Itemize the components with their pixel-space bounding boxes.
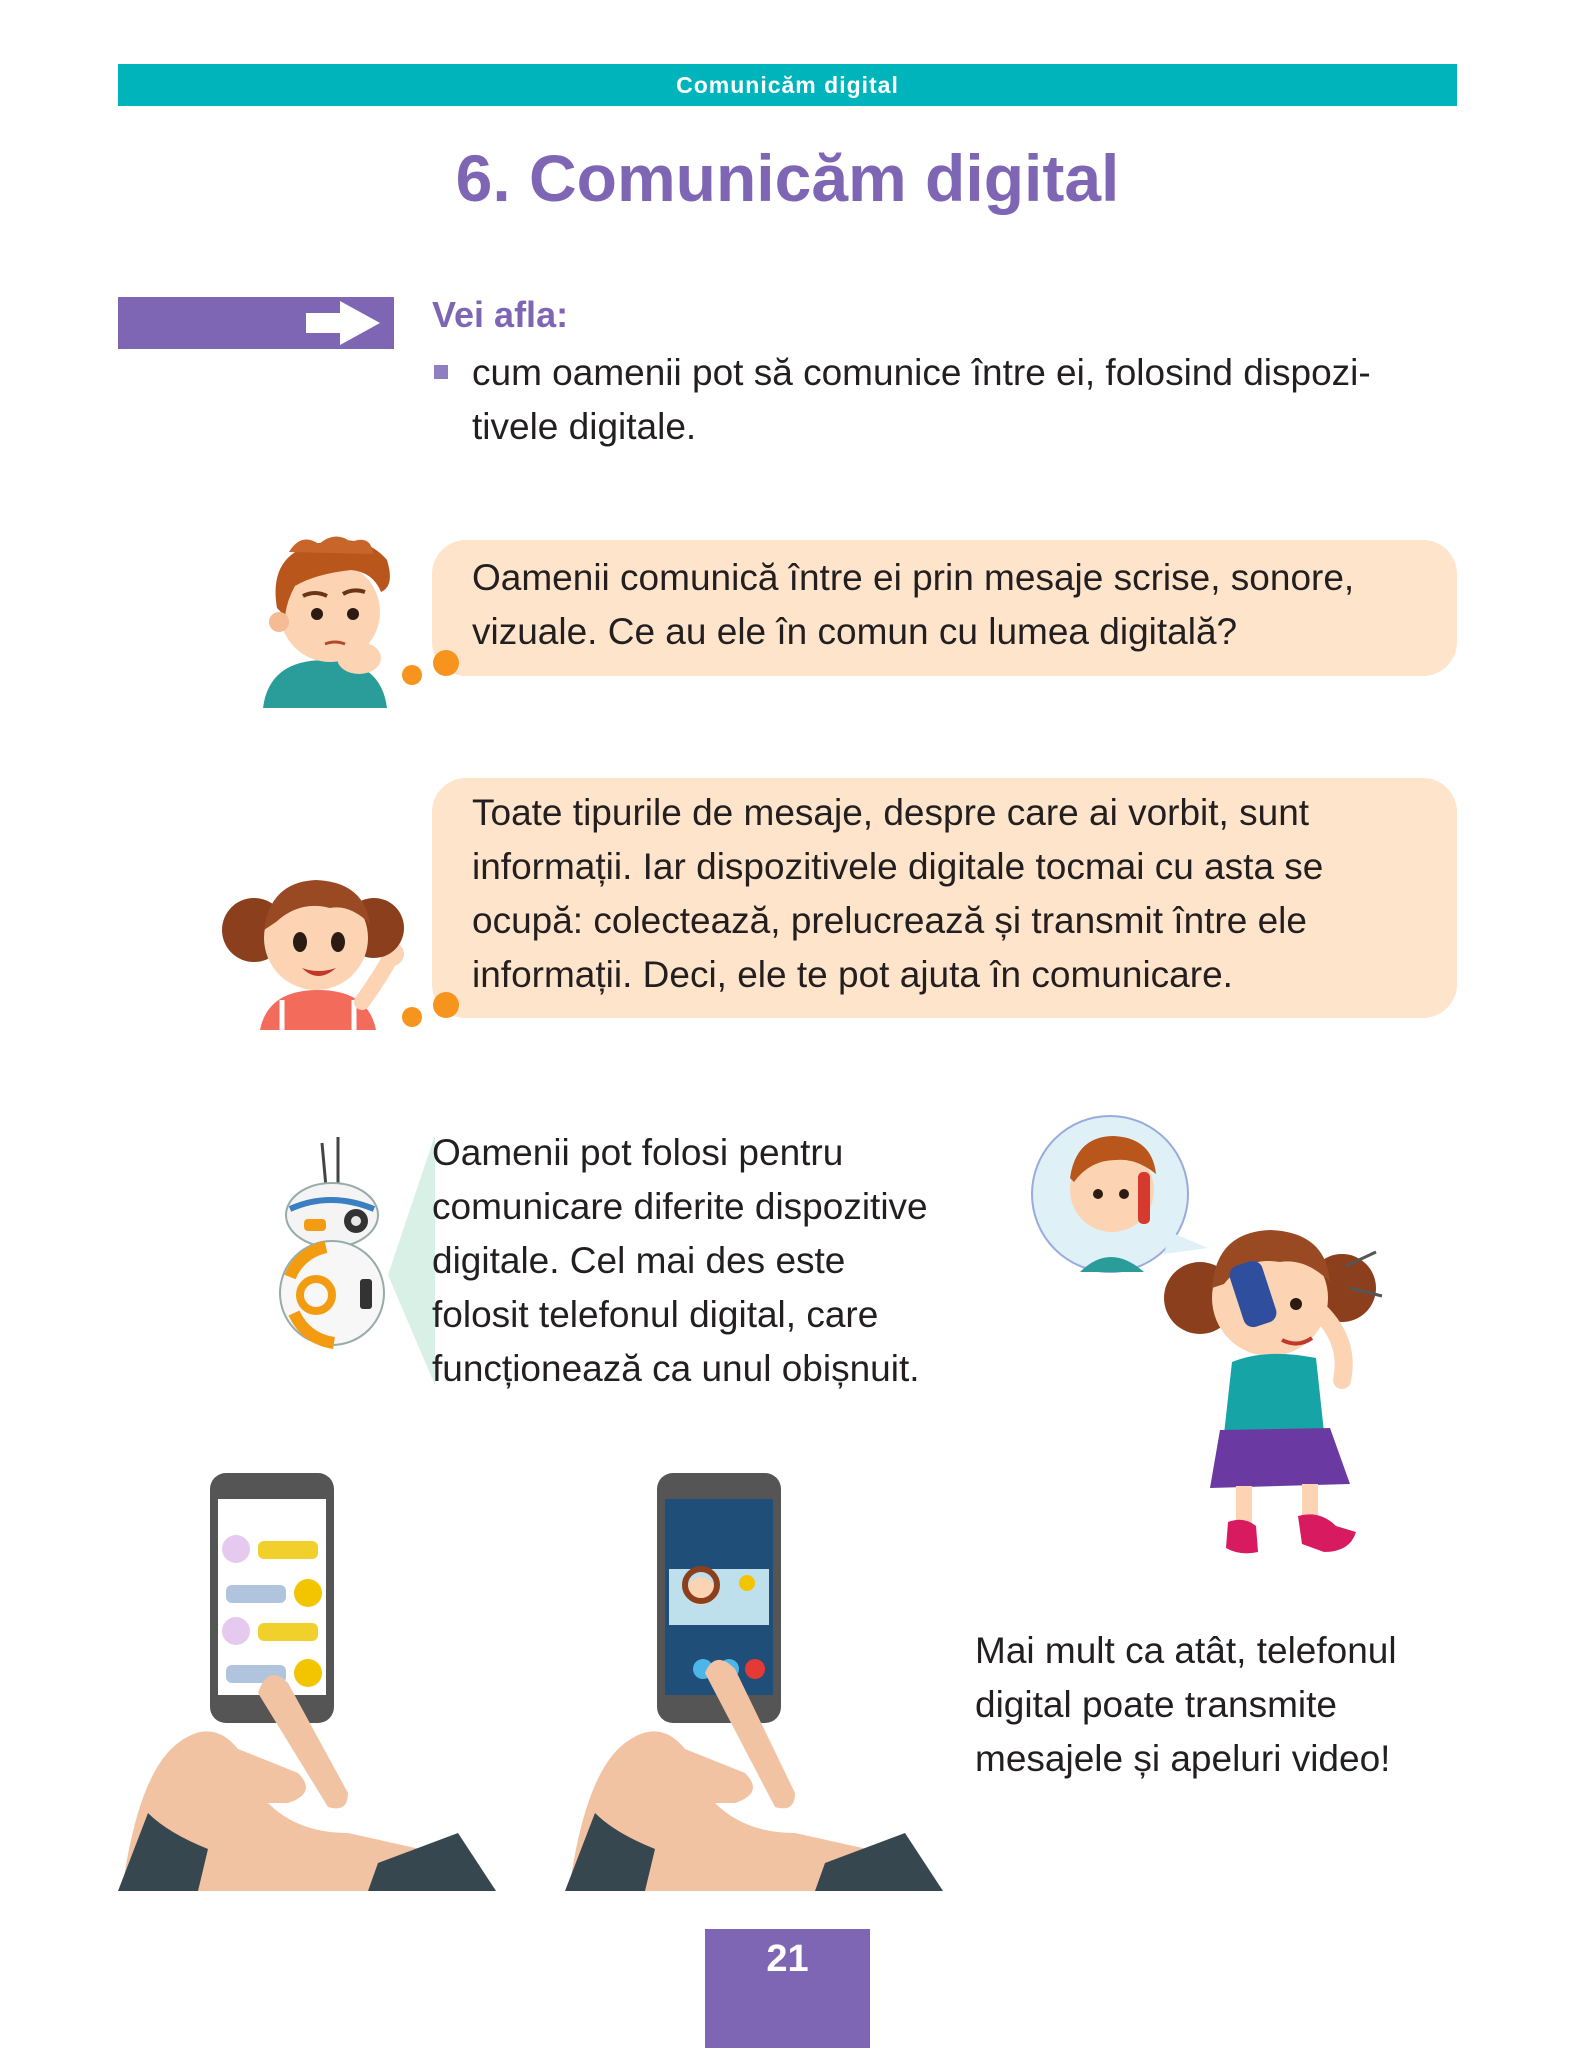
bubble-dot [433, 992, 459, 1018]
bubble-dot [433, 650, 459, 676]
girl-phone-call-illustration [1020, 1112, 1460, 1560]
phone-chat-illustration [118, 1473, 496, 1891]
bubble-line: Oamenii comunică între ei prin mesaje scrise, sonore, [472, 557, 1355, 598]
robot-text-line: comunicare diferite dispozitive [432, 1186, 928, 1227]
girl-waving-illustration [220, 860, 405, 1030]
bubble-line: informații. Iar dispozitivele digitale tocmai cu asta se [472, 846, 1324, 887]
page-title: 6. Comunicăm digital [455, 141, 1120, 215]
header-title: Comunicăm digital [676, 71, 899, 98]
video-text-line: Mai mult ca atât, telefonul [975, 1630, 1397, 1671]
bubble-dot [402, 665, 422, 685]
robot-text-line: Oamenii pot folosi pentru [432, 1132, 844, 1173]
bubble-text [472, 786, 1432, 1002]
phone-video-call-illustration [565, 1473, 943, 1891]
video-text [975, 1624, 1397, 1786]
boy-thinking-illustration [255, 530, 395, 708]
bubble-dot [402, 1007, 422, 1027]
robot-text-line: digitale. Cel mai des este [432, 1240, 846, 1281]
robot-illustration [270, 1135, 435, 1385]
bubble-text [472, 551, 1432, 659]
bubble-line: ocupă: colectează, prelucrează și transmit între ele [472, 900, 1307, 941]
page-number-text: 21 [766, 1938, 809, 1980]
arrow-right-icon [118, 297, 394, 349]
learn-item [472, 346, 1371, 454]
bubble-line: informații. Deci, ele te pot ajuta în comunicare. [472, 954, 1233, 995]
header-bar [118, 64, 1457, 106]
video-text-line: digital poate transmite [975, 1684, 1337, 1725]
bullet-icon [434, 365, 448, 379]
learn-item-line: cum oamenii pot să comunice între ei, folosind dispozi- [472, 352, 1371, 393]
robot-text-line: folosit telefonul digital, care [432, 1294, 879, 1335]
video-text-line: mesajele și apeluri video! [975, 1738, 1391, 1779]
learn-heading: Vei afla: [432, 294, 569, 335]
bubble-line: Toate tipurile de mesaje, despre care ai vorbit, sunt [472, 792, 1310, 833]
robot-text [432, 1126, 928, 1396]
bubble-line: vizuale. Ce au ele în comun cu lumea digitală? [472, 611, 1238, 652]
learn-item-line: tivele digitale. [472, 406, 697, 447]
robot-text-line: funcționează ca unul obișnuit. [432, 1348, 920, 1389]
learn-arrow-banner [118, 297, 394, 349]
page-number [705, 1929, 870, 2048]
